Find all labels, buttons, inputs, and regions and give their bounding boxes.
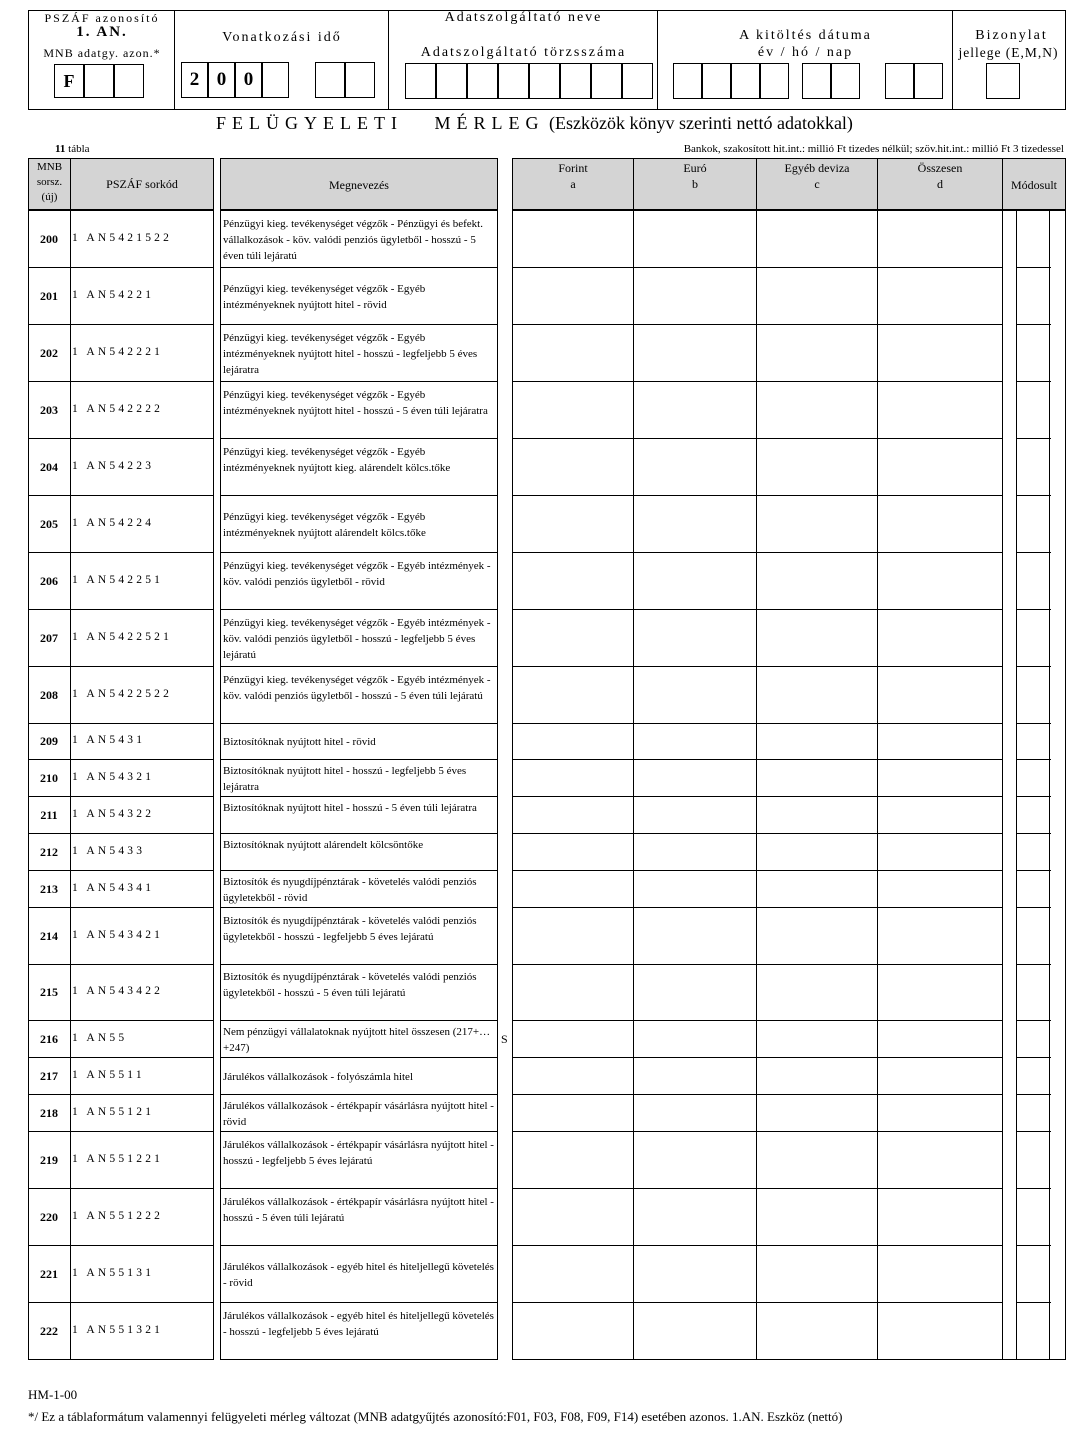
cell-other[interactable] — [756, 834, 878, 871]
row-description: Pénzügyi kieg. tevékenységet végzők - Egyéb intézményeknek nyújtott hitel - hosszú - legfeljebb 5 éves lejáratra — [223, 331, 478, 376]
cell-euro[interactable] — [633, 760, 757, 797]
col-header-other-label: Egyéb deviza — [784, 161, 850, 175]
table-row — [0, 760, 1069, 797]
fill-date-digit[interactable] — [760, 63, 789, 99]
row-pszaf-code: 1 AN5431 — [72, 734, 146, 746]
form-title-line — [0, 113, 1069, 134]
cell-euro[interactable] — [633, 871, 757, 908]
cell-modified[interactable] — [1016, 760, 1051, 797]
row-description: Pénzügyi kieg. tevékenységet végzők - Egyéb intézményeknek nyújtott kieg. alárendelt kölcs.tőke — [223, 445, 451, 474]
row-mnb-number: 208 — [40, 687, 58, 702]
cell-total[interactable] — [877, 1303, 1003, 1360]
cell-modified[interactable] — [1016, 496, 1051, 553]
row-pszaf-code: 1 AN55131 — [72, 1266, 155, 1279]
cell-total[interactable] — [877, 871, 1003, 908]
cell-total[interactable] — [877, 496, 1003, 553]
cell-forint[interactable] — [512, 1189, 634, 1246]
table-row — [0, 496, 1069, 553]
row-mnb-number: 214 — [40, 928, 58, 943]
cell-other[interactable] — [756, 1021, 878, 1058]
row-pszaf-code: 1 AN551321 — [72, 1323, 164, 1336]
cell-total[interactable] — [877, 325, 1003, 382]
cell-total[interactable] — [877, 553, 1003, 610]
table-row — [0, 724, 1069, 760]
row-mnb-number: 218 — [40, 1105, 58, 1120]
units-note: Bankok, szakosított hit.int.: millió Ft tizedes nélkül; szöv.hit.int.: millió Ft 3 tizedessel — [683, 143, 1064, 155]
cell-forint[interactable] — [512, 1246, 634, 1303]
cell-euro[interactable] — [633, 1189, 757, 1246]
form-code: 1. AN. — [76, 24, 128, 40]
table-row — [0, 553, 1069, 610]
cell-other[interactable] — [756, 965, 878, 1021]
cell-euro[interactable] — [633, 211, 757, 268]
row-pszaf-code: 1 AN542221 — [72, 345, 164, 358]
cell-modified[interactable] — [1016, 1303, 1051, 1360]
provider-reg-digit[interactable] — [622, 63, 653, 99]
col-header-forint — [512, 160, 634, 192]
cell-forint[interactable] — [512, 834, 634, 871]
col-header-mnb-l2: sorsz. — [36, 176, 63, 188]
cell-euro[interactable] — [633, 1132, 757, 1189]
cell-euro[interactable] — [633, 797, 757, 834]
table-row — [0, 667, 1069, 724]
cell-other[interactable] — [756, 268, 878, 325]
col-header-other — [756, 160, 878, 192]
cell-forint[interactable] — [512, 382, 634, 439]
fill-date-digit[interactable] — [731, 63, 760, 99]
cell-other[interactable] — [756, 797, 878, 834]
cell-total[interactable] — [877, 797, 1003, 834]
row-mnb-number: 222 — [40, 1323, 58, 1338]
row-description: Pénzügyi kieg. tevékenységet végzők - Pénzügyi és befekt. vállalkozások - köv. valódi penziós ügyletből - hosszú - 5 éven túli lejáratú — [223, 217, 483, 262]
provider-name-label: Adatszolgáltató neve — [444, 10, 603, 25]
mnb-id-box[interactable] — [84, 64, 114, 98]
cell-total[interactable] — [877, 439, 1003, 496]
cell-euro[interactable] — [633, 1058, 757, 1095]
ref-time-digit[interactable]: 0 — [235, 62, 262, 98]
cell-modified[interactable] — [1016, 797, 1051, 834]
cell-forint[interactable] — [512, 797, 634, 834]
table-number-value: 11 — [55, 143, 66, 155]
row-mnb-number: 221 — [40, 1266, 58, 1281]
row-mnb-number: 204 — [40, 459, 58, 474]
row-pszaf-code: 1 AN551222 — [72, 1209, 164, 1222]
table-row — [0, 1095, 1069, 1132]
row-description: Pénzügyi kieg. tevékenységet végzők - Egyéb intézményeknek nyújtott alárendelt kölcs.tőke — [223, 510, 426, 539]
row-pszaf-code: 1 AN55121 — [72, 1105, 155, 1118]
mnb-id-box[interactable]: F — [54, 64, 84, 98]
cell-other[interactable] — [756, 1058, 878, 1095]
col-header-total-sub: d — [937, 177, 943, 191]
row-mnb-number: 206 — [40, 573, 58, 588]
cell-forint[interactable] — [512, 667, 634, 724]
row-pszaf-code: 1 AN54321 — [72, 770, 155, 783]
cell-total[interactable] — [877, 834, 1003, 871]
fill-date-digit[interactable] — [885, 63, 914, 99]
cell-total[interactable] — [877, 908, 1003, 965]
row-pszaf-code: 1 AN54221 — [72, 288, 155, 301]
col-header-other-sub: c — [814, 177, 820, 191]
cell-modified[interactable] — [1016, 834, 1051, 871]
cell-euro[interactable] — [633, 439, 757, 496]
row-pszaf-code: 1 AN5421522 — [72, 231, 173, 244]
row-mnb-number: 216 — [40, 1031, 58, 1046]
cell-total[interactable] — [877, 1189, 1003, 1246]
cell-other[interactable] — [756, 871, 878, 908]
cell-modified[interactable] — [1016, 724, 1051, 760]
row-description: Pénzügyi kieg. tevékenységet végzők - Egyéb intézmények - köv. valódi penziós ügyletből - rövid — [223, 559, 491, 588]
row-pszaf-code: 1 AN54341 — [72, 881, 155, 894]
row-pszaf-code: 1 AN5511 — [72, 1068, 145, 1081]
col-header-mnb-l1: MNB — [36, 161, 63, 173]
header-divider — [388, 10, 389, 110]
cell-euro[interactable] — [633, 268, 757, 325]
cell-modified[interactable] — [1016, 965, 1051, 1021]
row-description: Járulékos vállalkozások - értékpapír vásárlásra nyújtott hitel - rövid — [223, 1099, 494, 1128]
cell-total[interactable] — [877, 268, 1003, 325]
cell-total[interactable] — [877, 1021, 1003, 1058]
row-mnb-number: 209 — [40, 734, 58, 748]
row-mnb-number: 217 — [40, 1068, 58, 1083]
row-pszaf-code: 1 AN54223 — [72, 459, 155, 472]
row-description: Biztosítók és nyugdíjpénztárak - követelés valódi penziós ügyletekből - rövid — [223, 875, 477, 904]
provider-reg-digit[interactable] — [436, 63, 467, 99]
cell-modified[interactable] — [1016, 439, 1051, 496]
col-header-total — [877, 160, 1003, 192]
ref-time-digit[interactable] — [315, 62, 345, 98]
row-mnb-number: 211 — [40, 807, 58, 822]
cell-forint[interactable] — [512, 1303, 634, 1360]
form-title: FELÜGYELETI MÉRLEG — [216, 113, 545, 133]
row-description: Járulékos vállalkozások - folyószámla hitel — [223, 1070, 413, 1083]
table-row — [0, 1058, 1069, 1095]
cell-total[interactable] — [877, 610, 1003, 667]
fill-date-digit[interactable] — [914, 63, 943, 99]
cell-modified[interactable] — [1016, 871, 1051, 908]
col-header-mnb — [28, 160, 71, 205]
provider-reg-digit[interactable] — [467, 63, 498, 99]
row-mnb-number: 220 — [40, 1209, 58, 1224]
row-description: Pénzügyi kieg. tevékenységet végzők - Egyéb intézményeknek nyújtott hitel - hosszú - 5 éven túli lejáratra — [223, 388, 488, 417]
col-header-forint-label: Forint — [558, 161, 588, 175]
row-description: Pénzügyi kieg. tevékenységet végzők - Egyéb intézményeknek nyújtott hitel - rövid — [223, 282, 426, 311]
table-row — [0, 1246, 1069, 1303]
cell-euro[interactable] — [633, 724, 757, 760]
cell-modified[interactable] — [1016, 553, 1051, 610]
provider-reg-digit[interactable] — [591, 63, 622, 99]
ref-time-digit[interactable]: 0 — [208, 62, 235, 98]
cell-euro[interactable] — [633, 965, 757, 1021]
doc-type-label: Bizonylat — [975, 28, 1048, 43]
row-pszaf-code: 1 AN5422521 — [72, 630, 173, 643]
row-description: Biztosítóknak nyújtott alárendelt kölcsöntőke — [223, 838, 424, 851]
row-mnb-number: 210 — [40, 770, 58, 785]
cell-modified[interactable] — [1016, 325, 1051, 382]
table-row — [0, 211, 1069, 268]
row-mnb-number: 215 — [40, 985, 58, 999]
row-mnb-number: 207 — [40, 630, 58, 645]
cell-other[interactable] — [756, 382, 878, 439]
cell-forint[interactable] — [512, 1021, 634, 1058]
cell-forint[interactable] — [512, 439, 634, 496]
col-header-forint-sub: a — [570, 177, 576, 191]
cell-other[interactable] — [756, 1132, 878, 1189]
footer-form-id: HM-1-00 — [28, 1387, 78, 1402]
table-number-word: tábla — [68, 143, 90, 155]
cell-other[interactable] — [756, 1095, 878, 1132]
ref-time-label: Vonatkozási idő — [222, 30, 342, 45]
cell-other[interactable] — [756, 1189, 878, 1246]
cell-euro[interactable] — [633, 1021, 757, 1058]
provider-reg-label: Adatszolgáltató törzsszáma — [420, 45, 627, 60]
cell-total[interactable] — [877, 965, 1003, 1021]
row-mnb-number: 202 — [40, 345, 58, 360]
table-row — [0, 871, 1069, 908]
cell-forint[interactable] — [512, 1132, 634, 1189]
cell-other[interactable] — [756, 553, 878, 610]
ref-time-digit[interactable] — [262, 62, 289, 98]
cell-forint[interactable] — [512, 1058, 634, 1095]
cell-euro[interactable] — [633, 834, 757, 871]
cell-other[interactable] — [756, 211, 878, 268]
row-description: Biztosítók és nyugdíjpénztárak - követelés valódi penziós ügyletekből - hosszú - legfeljebb 5 éves lejáratú — [223, 914, 477, 943]
row-sum-mark: S — [501, 1031, 508, 1046]
col-header-pszaf: PSZÁF sorkód — [106, 177, 178, 191]
footer-note: */ Ez a táblaformátum valamennyi felügyeleti mérleg változat (MNB adatgyűjtés azonosító:F01, F03, F08, F09, F14) esetében azonos. 1.AN. Eszköz (nettó) — [28, 1409, 843, 1424]
row-mnb-number: 219 — [40, 1152, 58, 1167]
cell-forint[interactable] — [512, 871, 634, 908]
cell-euro[interactable] — [633, 908, 757, 965]
col-header-modified: Módosult — [1010, 178, 1057, 192]
form-subtitle: (Eszközök könyv szerinti nettó adatokkal) — [549, 113, 853, 133]
table-row — [0, 1132, 1069, 1189]
row-description: Biztosítóknak nyújtott hitel - hosszú - 5 éven túli lejáratra — [223, 801, 477, 814]
col-header-euro-label: Euró — [683, 161, 707, 175]
cell-euro[interactable] — [633, 667, 757, 724]
cell-total[interactable] — [877, 667, 1003, 724]
row-pszaf-code: 1 AN5422522 — [72, 687, 173, 700]
cell-modified[interactable] — [1016, 1095, 1051, 1132]
col-header-total-label: Összesen — [917, 161, 963, 175]
table-row — [0, 797, 1069, 834]
row-description: Járulékos vállalkozások - egyéb hitel és hiteljellegű követelés - rövid — [223, 1260, 494, 1289]
cell-euro[interactable] — [633, 1303, 757, 1360]
cell-forint[interactable] — [512, 908, 634, 965]
row-pszaf-code: 1 AN551221 — [72, 1152, 164, 1165]
cell-other[interactable] — [756, 724, 878, 760]
ref-time-digit[interactable]: 2 — [181, 62, 208, 98]
provider-reg-digit[interactable] — [529, 63, 560, 99]
header-divider — [174, 10, 175, 110]
row-pszaf-code: 1 AN542251 — [72, 573, 164, 586]
cell-forint[interactable] — [512, 1095, 634, 1132]
cell-modified[interactable] — [1016, 908, 1051, 965]
cell-total[interactable] — [877, 1246, 1003, 1303]
cell-other[interactable] — [756, 908, 878, 965]
cell-modified[interactable] — [1016, 268, 1051, 325]
cell-other[interactable] — [756, 760, 878, 797]
row-description: Biztosítók és nyugdíjpénztárak - követelés valódi penziós ügyletekből - hosszú - 5 éven túli lejáratú — [223, 971, 477, 999]
fill-date-digit[interactable] — [702, 63, 731, 99]
cell-total[interactable] — [877, 1058, 1003, 1095]
cell-total[interactable] — [877, 211, 1003, 268]
cell-forint[interactable] — [512, 325, 634, 382]
row-pszaf-code: 1 AN543422 — [72, 985, 164, 997]
cell-other[interactable] — [756, 667, 878, 724]
pszaf-label: PSZÁF azonosító — [44, 11, 160, 25]
provider-reg-digit[interactable] — [405, 63, 436, 99]
table-row — [0, 325, 1069, 382]
table-row — [0, 965, 1069, 1021]
row-pszaf-code: 1 AN543421 — [72, 928, 164, 941]
fill-date-boxes — [673, 63, 945, 99]
cell-other[interactable] — [756, 1246, 878, 1303]
cell-other[interactable] — [756, 610, 878, 667]
fill-date-digit[interactable] — [673, 63, 702, 99]
ref-time-digit[interactable] — [345, 62, 375, 98]
header-divider — [657, 10, 658, 110]
table-number — [55, 143, 90, 155]
mnb-label: MNB adatgy. azon.* — [43, 46, 161, 60]
fill-date-label: A kitöltés dátuma — [739, 28, 872, 43]
table-row — [0, 439, 1069, 496]
table-row — [0, 1021, 1069, 1058]
cell-modified[interactable] — [1016, 1246, 1051, 1303]
cell-total[interactable] — [877, 724, 1003, 760]
cell-forint[interactable] — [512, 760, 634, 797]
table-row — [0, 1189, 1069, 1246]
row-description: Járulékos vállalkozások - értékpapír vásárlásra nyújtott hitel - hosszú - 5 éven túli lejáratú — [223, 1195, 494, 1224]
col-header-mnb-l3: (új) — [41, 191, 58, 203]
cell-total[interactable] — [877, 1132, 1003, 1189]
cell-other[interactable] — [756, 1303, 878, 1360]
row-description: Pénzügyi kieg. tevékenységet végzők - Egyéb intézmények - köv. valódi penziós ügyletből - hosszú - legfeljebb 5 éves lejáratú — [223, 616, 491, 661]
row-description: Pénzügyi kieg. tevékenységet végzők - Egyéb intézmények - köv. valódi penziós ügyletből - hosszú - 5 éven túli lejáratú — [223, 673, 491, 702]
cell-euro[interactable] — [633, 496, 757, 553]
provider-reg-digit[interactable] — [560, 63, 591, 99]
cell-total[interactable] — [877, 760, 1003, 797]
cell-forint[interactable] — [512, 496, 634, 553]
cell-modified[interactable] — [1016, 610, 1051, 667]
cell-forint[interactable] — [512, 610, 634, 667]
cell-forint[interactable] — [512, 965, 634, 1021]
cell-modified[interactable] — [1016, 1132, 1051, 1189]
cell-euro[interactable] — [633, 382, 757, 439]
row-description: Biztosítóknak nyújtott hitel - rövid — [223, 736, 376, 748]
cell-euro[interactable] — [633, 1246, 757, 1303]
cell-modified[interactable] — [1016, 1021, 1051, 1058]
cell-euro[interactable] — [633, 610, 757, 667]
mnb-id-box[interactable] — [114, 64, 144, 98]
cell-other[interactable] — [756, 496, 878, 553]
cell-modified[interactable] — [1016, 382, 1051, 439]
col-header-euro — [633, 160, 757, 192]
row-description: Járulékos vállalkozások - értékpapír vásárlásra nyújtott hitel - hosszú - legfeljebb 5 éves lejáratú — [223, 1138, 494, 1167]
cell-modified[interactable] — [1016, 1058, 1051, 1095]
cell-modified[interactable] — [1016, 211, 1051, 268]
table-row — [0, 908, 1069, 965]
cell-other[interactable] — [756, 325, 878, 382]
table-row — [0, 610, 1069, 667]
doc-type-sub: jellege (E,M,N) — [958, 45, 1059, 60]
cell-other[interactable] — [756, 439, 878, 496]
row-description: Nem pénzügyi vállalatoknak nyújtott hitel összesen (217+…+247) — [223, 1025, 491, 1054]
cell-total[interactable] — [877, 1095, 1003, 1132]
fill-date-sub: év / hó / nap — [757, 45, 854, 60]
row-pszaf-code: 1 AN542222 — [72, 402, 164, 415]
doc-type-box[interactable] — [986, 63, 1020, 99]
row-description: Járulékos vállalkozások - egyéb hitel és hiteljellegű követelés - hosszú - legfeljebb 5 éves lejáratú — [223, 1309, 494, 1338]
cell-forint[interactable] — [512, 724, 634, 760]
cell-forint[interactable] — [512, 553, 634, 610]
fill-date-digit[interactable] — [831, 63, 860, 99]
row-mnb-number: 213 — [40, 881, 58, 896]
table-row — [0, 382, 1069, 439]
provider-reg-digit[interactable] — [498, 63, 529, 99]
row-pszaf-code: 1 AN54224 — [72, 516, 155, 529]
cell-modified[interactable] — [1016, 667, 1051, 724]
table-row — [0, 268, 1069, 325]
row-description: Biztosítóknak nyújtott hitel - hosszú - legfeljebb 5 éves lejáratra — [223, 764, 467, 793]
cell-forint[interactable] — [512, 268, 634, 325]
row-pszaf-code: 1 AN55 — [72, 1031, 128, 1044]
row-mnb-number: 205 — [40, 516, 58, 531]
table-row — [0, 1303, 1069, 1360]
row-mnb-number: 200 — [40, 231, 58, 246]
provider-reg-boxes — [405, 63, 653, 99]
table-row — [0, 834, 1069, 871]
row-mnb-number: 212 — [40, 844, 58, 859]
cell-modified[interactable] — [1016, 1189, 1051, 1246]
row-pszaf-code: 1 AN5433 — [72, 844, 146, 857]
cell-forint[interactable] — [512, 211, 634, 268]
col-header-euro-sub: b — [692, 177, 698, 191]
fill-date-digit[interactable] — [802, 63, 831, 99]
cell-euro[interactable] — [633, 553, 757, 610]
row-pszaf-code: 1 AN54322 — [72, 807, 155, 820]
col-header-name: Megnevezés — [329, 178, 389, 192]
cell-total[interactable] — [877, 382, 1003, 439]
row-mnb-number: 201 — [40, 288, 58, 303]
cell-euro[interactable] — [633, 325, 757, 382]
row-mnb-number: 203 — [40, 402, 58, 417]
cell-euro[interactable] — [633, 1095, 757, 1132]
